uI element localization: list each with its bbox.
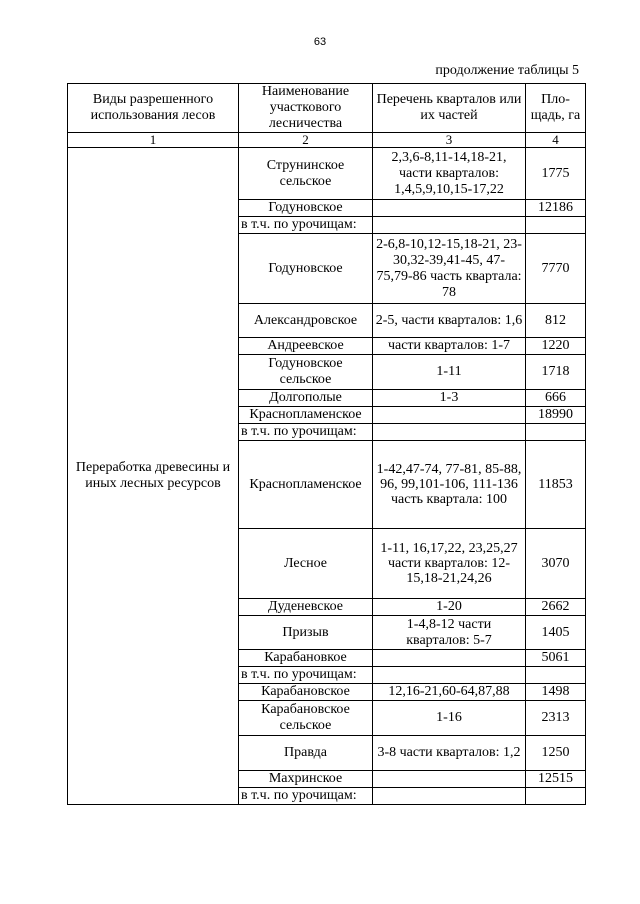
quarters-cell: [373, 771, 526, 788]
area-cell: 1498: [526, 684, 586, 701]
column-number: 2: [239, 133, 373, 148]
quarters-cell: [373, 650, 526, 667]
page-number: 63: [313, 36, 327, 48]
quarters-cell: части кварталов: 1-7: [373, 338, 526, 355]
quarters-cell: 1-42,47-74, 77-81, 85-88, 96, 99,101-106, 111-136 часть квартала: 100: [373, 441, 526, 529]
table-caption: продолжение таблицы 5: [435, 63, 579, 78]
area-cell: 1718: [526, 355, 586, 390]
area-cell: [526, 217, 586, 234]
quarters-cell: [373, 217, 526, 234]
area-cell: 2313: [526, 701, 586, 736]
forestry-name: Лесное: [239, 529, 373, 599]
area-cell: [526, 788, 586, 805]
forestry-name: Краснопламенское: [239, 407, 373, 424]
quarters-cell: [373, 424, 526, 441]
column-number: 3: [373, 133, 526, 148]
quarters-cell: 2-6,8-10,12-15,18-21, 23-30,32-39,41-45, 47-75,79-86 часть квартала: 78: [373, 234, 526, 304]
usage-type-cell: Переработка древесины и иных лесных ресурсов: [68, 148, 239, 805]
area-cell: 666: [526, 390, 586, 407]
area-cell: 1405: [526, 616, 586, 650]
forestry-name: Андреевское: [239, 338, 373, 355]
header-usage-type: Виды разрешенного использования лесов: [68, 84, 239, 133]
forestry-name: Махринское: [239, 771, 373, 788]
forestry-name: Годуновское: [239, 200, 373, 217]
quarters-cell: [373, 788, 526, 805]
subtotal-label: в т.ч. по урочищам:: [239, 217, 373, 234]
header-area: Пло-щадь, га: [526, 84, 586, 133]
forestry-name: Дуденевское: [239, 599, 373, 616]
header-quarters: Перечень кварталов или их частей: [373, 84, 526, 133]
area-cell: 1220: [526, 338, 586, 355]
forestry-name: Призыв: [239, 616, 373, 650]
quarters-cell: 12,16-21,60-64,87,88: [373, 684, 526, 701]
area-cell: 1775: [526, 148, 586, 200]
quarters-cell: 1-3: [373, 390, 526, 407]
subtotal-label: в т.ч. по урочищам:: [239, 424, 373, 441]
header-forestry-name: Наименование участкового лесничества: [239, 84, 373, 133]
subtotal-label: в т.ч. по урочищам:: [239, 788, 373, 805]
forestry-name: Карабановское сельское: [239, 701, 373, 736]
quarters-cell: [373, 407, 526, 424]
area-cell: 2662: [526, 599, 586, 616]
quarters-cell: 2,3,6-8,11-14,18-21, части кварталов: 1,4,5,9,10,15-17,22: [373, 148, 526, 200]
quarters-cell: 1-4,8-12 части кварталов: 5-7: [373, 616, 526, 650]
column-number: 4: [526, 133, 586, 148]
forestry-name: Краснопламенское: [239, 441, 373, 529]
area-cell: 11853: [526, 441, 586, 529]
area-cell: [526, 424, 586, 441]
area-cell: 18990: [526, 407, 586, 424]
quarters-cell: 1-16: [373, 701, 526, 736]
table-header-row: [68, 84, 586, 133]
column-number-row: [68, 133, 586, 148]
area-cell: 7770: [526, 234, 586, 304]
forestry-name: Годуновское сельское: [239, 355, 373, 390]
forestry-name: Карабановское: [239, 684, 373, 701]
area-cell: [526, 667, 586, 684]
subtotal-label: в т.ч. по урочищам:: [239, 667, 373, 684]
quarters-cell: 1-11: [373, 355, 526, 390]
forestry-name: Александровское: [239, 304, 373, 338]
forestry-name: Карабановкое: [239, 650, 373, 667]
quarters-cell: 2-5, части кварталов: 1,6: [373, 304, 526, 338]
area-cell: 812: [526, 304, 586, 338]
quarters-cell: [373, 200, 526, 217]
area-cell: 3070: [526, 529, 586, 599]
forest-usage-table: [67, 83, 586, 805]
forestry-name: Струнинское сельское: [239, 148, 373, 200]
forestry-name: Правда: [239, 736, 373, 771]
area-cell: 5061: [526, 650, 586, 667]
area-cell: 1250: [526, 736, 586, 771]
quarters-cell: 3-8 части кварталов: 1,2: [373, 736, 526, 771]
area-cell: 12515: [526, 771, 586, 788]
quarters-cell: 1-11, 16,17,22, 23,25,27 части кварталов: 12-15,18-21,24,26: [373, 529, 526, 599]
column-number: 1: [68, 133, 239, 148]
forestry-name: Долгополые: [239, 390, 373, 407]
table-row: [68, 148, 586, 200]
quarters-cell: 1-20: [373, 599, 526, 616]
forestry-name: Годуновское: [239, 234, 373, 304]
quarters-cell: [373, 667, 526, 684]
area-cell: 12186: [526, 200, 586, 217]
